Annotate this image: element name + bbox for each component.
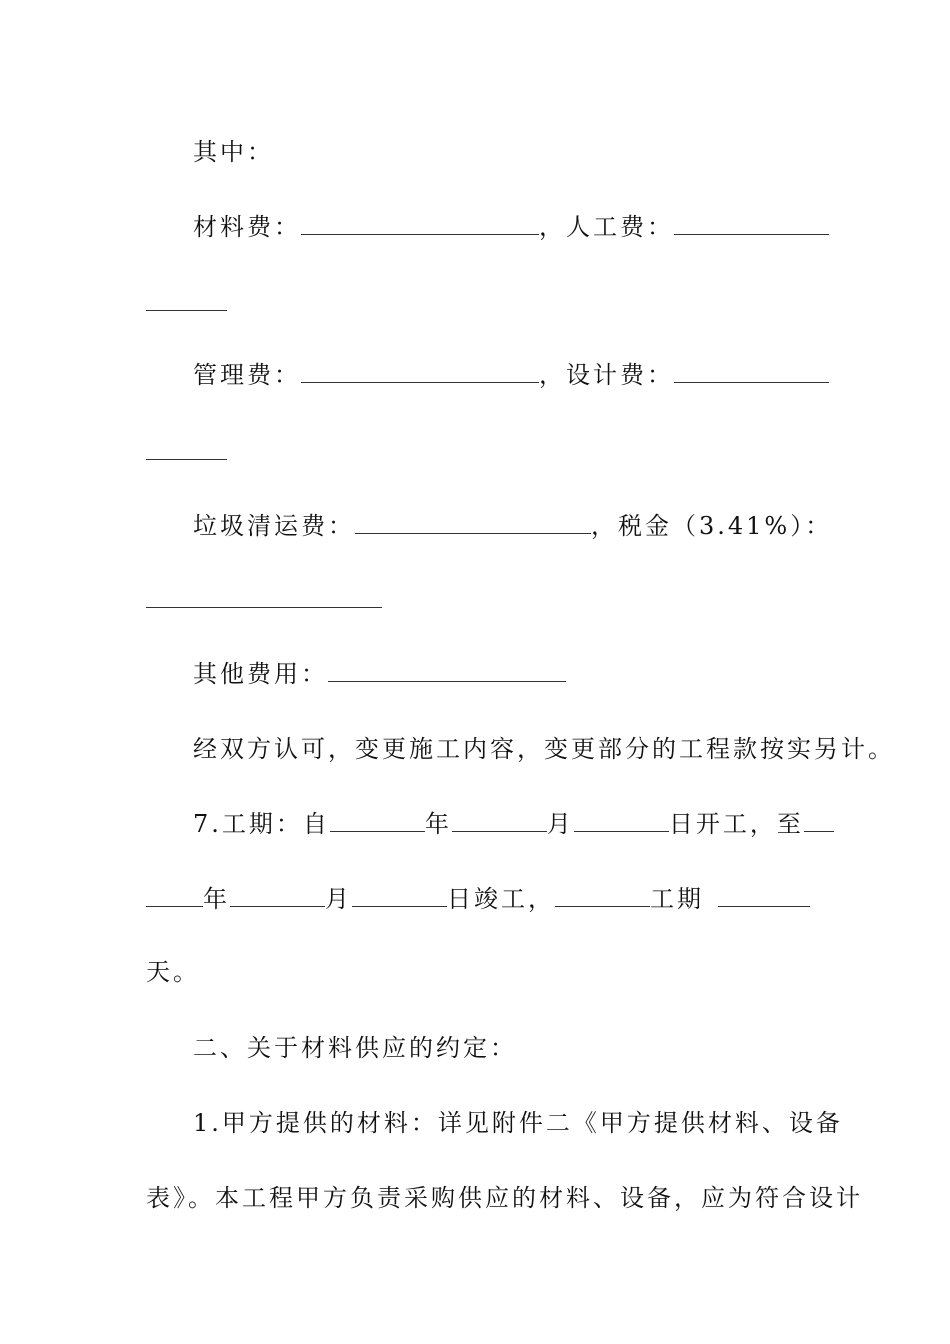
material-fee-blank[interactable] [301, 214, 539, 235]
other-fee-blank[interactable] [328, 661, 566, 682]
period-prefix: 7.工期：自 [193, 810, 330, 838]
end-year-label: 年 [203, 885, 230, 913]
management-fee-blank[interactable] [301, 362, 539, 383]
days-suffix: 天。 [146, 958, 200, 986]
start-day-blank[interactable] [574, 811, 669, 832]
period-prefix-blank[interactable] [555, 886, 650, 907]
change-clause-line [193, 733, 895, 765]
period-line-2 [146, 883, 810, 915]
including-label: 其中： [193, 138, 274, 166]
material-fee-label: 材料费： [193, 213, 301, 241]
period-line-3 [146, 956, 200, 988]
duration-label: 工期 [650, 885, 704, 913]
item-one-text-2: 表》。本工程甲方负责采购供应的材料、设备，应为符合设计 [146, 1184, 863, 1212]
other-fee-line [193, 658, 566, 690]
material-labor-line [193, 211, 829, 243]
including-heading [193, 136, 274, 168]
start-month-blank[interactable] [452, 811, 547, 832]
management-fee-label: 管理费： [193, 361, 301, 389]
design-fee-label: ，设计费： [539, 361, 674, 389]
section-two-title: 二、关于材料供应的约定： [193, 1034, 517, 1062]
start-year-label: 年 [424, 810, 452, 838]
start-month-label: 月 [546, 810, 574, 838]
item-one-text-1: 1.甲方提供的材料：详见附件二《甲方提供材料、设备 [193, 1109, 843, 1137]
garbage-fee-blank[interactable] [355, 513, 591, 534]
design-fee-blank-continued[interactable] [146, 459, 227, 460]
start-year-blank[interactable] [330, 811, 425, 832]
labor-fee-blank[interactable] [674, 214, 829, 235]
tax-label: ，税金（3.41%）： [591, 512, 833, 540]
end-year-blank-continued[interactable] [146, 886, 203, 907]
labor-fee-label: ，人工费： [539, 213, 674, 241]
item-one-line-1 [193, 1107, 843, 1139]
end-month-blank[interactable] [230, 886, 325, 907]
end-year-blank[interactable] [804, 811, 834, 832]
change-clause: 经双方认可，变更施工内容，变更部分的工程款按实另计。 [193, 735, 895, 763]
end-month-label: 月 [325, 885, 352, 913]
section-two-heading [193, 1032, 517, 1064]
garbage-tax-line [193, 510, 832, 542]
item-one-line-2 [146, 1182, 863, 1214]
period-line-1 [193, 808, 834, 840]
finish-day-label: 日竣工， [447, 885, 555, 913]
start-day-label: 日开工，至 [668, 810, 804, 838]
tax-blank[interactable] [146, 607, 382, 608]
design-fee-blank[interactable] [674, 362, 829, 383]
garbage-fee-label: 垃圾清运费： [193, 512, 355, 540]
labor-fee-blank-continued[interactable] [146, 310, 227, 311]
other-fee-label: 其他费用： [193, 660, 328, 688]
management-design-line [193, 359, 829, 391]
end-day-blank[interactable] [352, 886, 447, 907]
duration-days-blank[interactable] [718, 886, 810, 907]
